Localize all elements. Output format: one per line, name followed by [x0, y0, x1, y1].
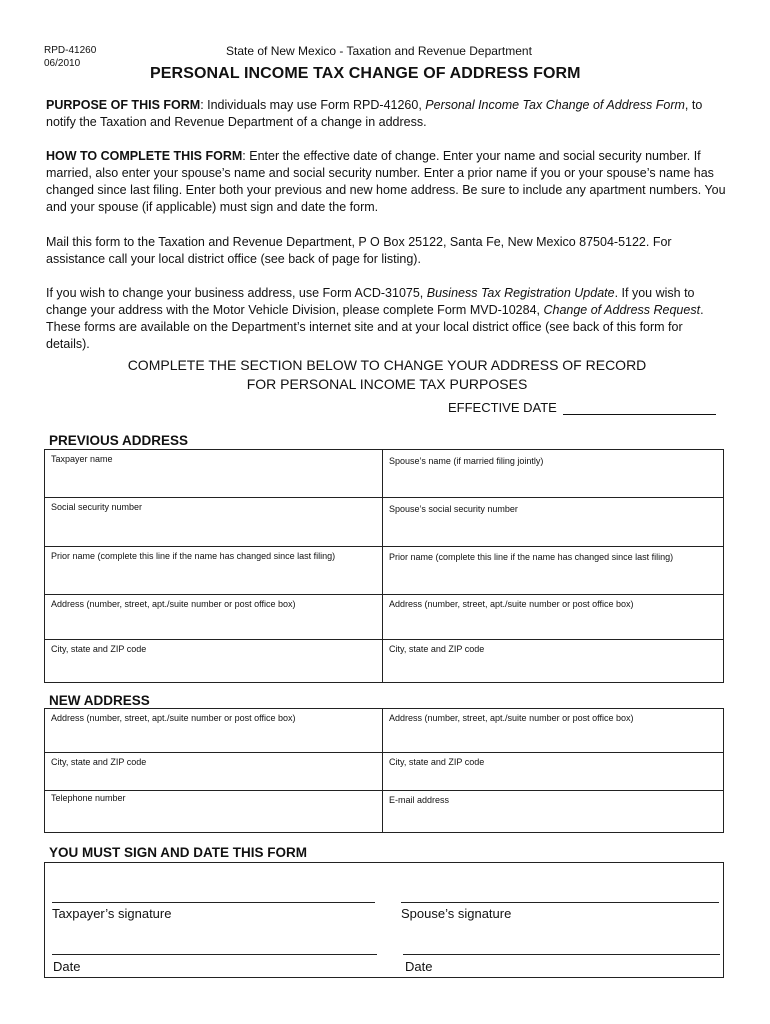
business-form-1: Business Tax Registration Update — [426, 286, 615, 300]
how-to-paragraph — [46, 148, 728, 216]
previous-address-heading: PREVIOUS ADDRESS — [49, 433, 189, 448]
prior-name-field[interactable]: Prior name (complete this line if the name has changed since last filing) — [45, 547, 383, 594]
business-text-2: . If you wish to change your address with the Motor Vehicle Division, please complete Form MVD-10284, — [46, 286, 695, 317]
spouse-ssn-field[interactable]: Spouse’s social security number — [389, 504, 518, 514]
purpose-text-1: : Individuals may use Form RPD-41260, — [200, 98, 426, 112]
effective-date-label: EFFECTIVE DATE — [448, 400, 557, 415]
how-to-heading: HOW TO COMPLETE THIS FORM — [46, 149, 243, 163]
signature-box — [44, 862, 724, 978]
taxpayer-date-line[interactable] — [52, 954, 377, 955]
agency-name: State of New Mexico - Taxation and Revenue Department — [226, 44, 532, 58]
new-city-field[interactable]: City, state and ZIP code — [45, 753, 383, 790]
purpose-paragraph — [46, 97, 728, 131]
form-number: RPD-41260 — [44, 45, 97, 56]
table-row — [45, 753, 723, 791]
telephone-field[interactable]: Telephone number — [45, 791, 383, 832]
instruction-line-1: COMPLETE THE SECTION BELOW TO CHANGE YOUR ADDRESS OF RECORD — [127, 357, 647, 373]
effective-date-field[interactable] — [448, 400, 716, 415]
table-row — [45, 450, 723, 498]
spouse-name-field[interactable]: Spouse’s name (if married filing jointly) — [389, 456, 544, 466]
ssn-field[interactable]: Social security number — [45, 498, 383, 546]
form-title: PERSONAL INCOME TAX CHANGE OF ADDRESS FORM — [150, 65, 581, 82]
table-row — [45, 640, 723, 682]
how-to-text: : Enter the effective date of change. Enter your name and social security number. If married, also enter your spouse’s name and social security number. Enter a prior name if you or your spouse’s name has changed since last filing. Enter both your previous and new home address. Be sure to include any apartment numbers. You and your spouse (if applicable) must sign and date the form. — [46, 149, 726, 214]
spouse-prior-name-field[interactable]: Prior name (complete this line if the name has changed since last filing) — [389, 552, 674, 562]
new-address-table — [44, 708, 724, 833]
spouse-previous-city-field[interactable]: City, state and ZIP code — [389, 644, 485, 654]
purpose-heading: PURPOSE OF THIS FORM — [46, 98, 201, 112]
table-row — [45, 547, 723, 595]
spouse-date-label: Date — [405, 959, 433, 974]
spouse-signature-line[interactable] — [401, 902, 719, 903]
taxpayer-signature-line[interactable] — [52, 902, 375, 903]
new-address-heading: NEW ADDRESS — [49, 693, 150, 708]
spouse-previous-address-field[interactable]: Address (number, street, apt./suite number or post office box) — [389, 599, 634, 609]
mail-paragraph: Mail this form to the Taxation and Revenue Department, P O Box 25122, Santa Fe, New Mexico 87504-5122. For assistance call your local district office (see back of page for listing). — [46, 235, 672, 266]
signature-heading: YOU MUST SIGN AND DATE THIS FORM — [49, 845, 307, 860]
table-row — [45, 791, 723, 832]
taxpayer-date-label: Date — [53, 959, 81, 974]
table-row — [45, 595, 723, 640]
spouse-new-city-field[interactable]: City, state and ZIP code — [389, 757, 485, 767]
previous-address-field[interactable]: Address (number, street, apt./suite number or post office box) — [45, 595, 383, 639]
form-revision-date: 06/2010 — [44, 58, 81, 69]
business-text-3: . These forms are available on the Department’s internet site and at your local district office (see back of this form for details). — [46, 303, 704, 351]
spouse-signature-label: Spouse’s signature — [401, 906, 512, 921]
previous-city-field[interactable]: City, state and ZIP code — [45, 640, 383, 682]
purpose-text-2: , to notify the Taxation and Revenue Department of a change in address. — [46, 98, 703, 129]
email-field[interactable]: E-mail address — [389, 795, 450, 805]
table-row — [45, 709, 723, 753]
taxpayer-signature-label: Taxpayer’s signature — [52, 906, 172, 921]
spouse-new-address-field[interactable]: Address (number, street, apt./suite number or post office box) — [389, 713, 634, 723]
previous-address-table — [44, 449, 724, 683]
business-paragraph — [46, 285, 728, 353]
effective-date-line[interactable] — [563, 401, 716, 415]
business-form-2: Change of Address Request — [543, 303, 701, 317]
purpose-form-name: Personal Income Tax Change of Address Form — [425, 98, 685, 112]
new-address-field[interactable]: Address (number, street, apt./suite number or post office box) — [45, 709, 383, 752]
form-number-block — [44, 44, 96, 70]
business-text-1: If you wish to change your business address, use Form ACD-31075, — [46, 286, 427, 300]
instruction-line-2: FOR PERSONAL INCOME TAX PURPOSES — [246, 376, 528, 392]
table-row — [45, 498, 723, 547]
taxpayer-name-field[interactable]: Taxpayer name — [45, 450, 383, 497]
spouse-date-line[interactable] — [403, 954, 720, 955]
